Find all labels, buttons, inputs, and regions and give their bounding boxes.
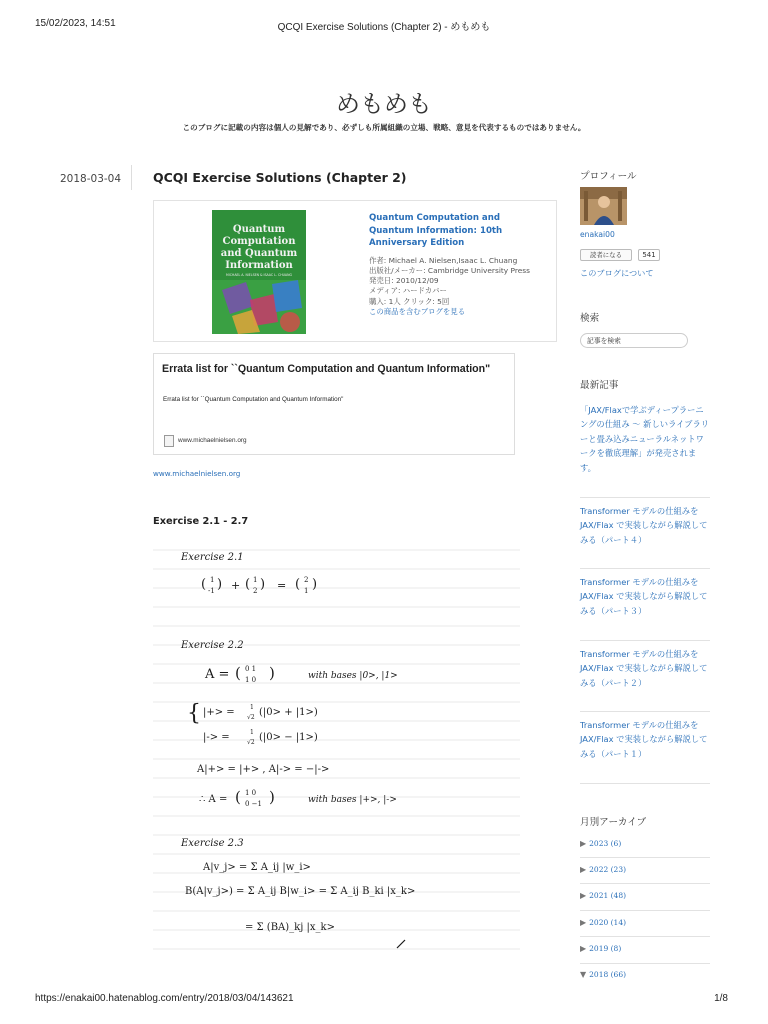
divider bbox=[580, 640, 710, 641]
divider bbox=[580, 568, 710, 569]
archive-label: 2018 (66) bbox=[589, 970, 627, 979]
svg-text:+: + bbox=[231, 579, 241, 592]
svg-text:0 −1: 0 −1 bbox=[245, 800, 262, 808]
page-icon bbox=[164, 435, 174, 447]
archive-item-2023[interactable] bbox=[580, 839, 621, 848]
archive-label: 2020 (14) bbox=[589, 918, 627, 927]
product-title-link[interactable]: Quantum Computation and Quantum Information: 10th Anniversary Edition bbox=[369, 213, 503, 248]
product-media: メディア: ハードカバー bbox=[369, 286, 447, 296]
errata-card-title[interactable]: Errata list for ``Quantum Computation and Quantum Information" bbox=[162, 363, 491, 375]
divider bbox=[580, 910, 710, 911]
archive-label: 2023 (6) bbox=[589, 839, 622, 848]
book-cover-image[interactable] bbox=[212, 210, 306, 334]
profile-heading: プロフィール bbox=[580, 171, 637, 182]
print-datetime: 15/02/2023, 14:51 bbox=[35, 18, 116, 29]
book-cover-title-line: Quantum bbox=[232, 224, 286, 235]
svg-text:{: { bbox=[187, 701, 201, 726]
search-input[interactable] bbox=[587, 335, 683, 346]
divider bbox=[580, 963, 710, 964]
note-line: = Σ (BA)_kj |x_k> bbox=[245, 922, 335, 933]
svg-text:): ) bbox=[217, 577, 223, 592]
recent-post-link[interactable]: Transformer モデルの仕組みを JAX/Flax で実装しながら解説してみる（パート３） bbox=[580, 577, 708, 616]
svg-text:): ) bbox=[269, 664, 275, 682]
svg-text:): ) bbox=[260, 577, 266, 592]
product-release-date: 発売日: 2010/12/09 bbox=[369, 276, 439, 286]
subscriber-count: 541 bbox=[638, 249, 660, 261]
product-purchases: 購入: 1人 クリック: 5回 bbox=[369, 296, 450, 306]
product-blog-link[interactable]: この商品を含むブログを見る bbox=[369, 306, 466, 316]
svg-text:(: ( bbox=[295, 577, 301, 592]
svg-text:1: 1 bbox=[253, 576, 258, 584]
note-line: with bases |+>, |-> bbox=[308, 795, 397, 805]
expand-arrow-icon: ▶ bbox=[580, 918, 587, 927]
book-cover-art bbox=[212, 210, 306, 334]
recent-post-link[interactable]: Transformer モデルの仕組みを JAX/Flax で実装しながら解説してみる（パート１） bbox=[580, 720, 708, 759]
note-line: |+> = bbox=[203, 707, 235, 718]
svg-text:1: 1 bbox=[250, 704, 254, 711]
archive-heading: 月別アーカイブ bbox=[580, 817, 647, 828]
archive-label: 2019 (8) bbox=[589, 944, 622, 953]
handwritten-notes-art bbox=[153, 540, 520, 960]
note-line: (|0> + |1>) bbox=[259, 707, 318, 718]
svg-text:1: 1 bbox=[250, 729, 254, 736]
errata-link-card[interactable] bbox=[153, 353, 515, 455]
profile-name-link[interactable]: enakai00 bbox=[580, 230, 615, 239]
recent-post-link[interactable]: Transformer モデルの仕組みを JAX/Flax で実装しながら解説してみる（パート２） bbox=[580, 649, 708, 688]
svg-text:(: ( bbox=[245, 577, 251, 592]
recent-posts-heading: 最新記事 bbox=[580, 380, 619, 391]
archive-label: 2021 (48) bbox=[589, 891, 627, 900]
about-blog-link[interactable]: このブログについて bbox=[580, 268, 654, 278]
svg-text:(: ( bbox=[235, 788, 241, 806]
svg-text:1 0: 1 0 bbox=[245, 676, 257, 684]
svg-text:(: ( bbox=[201, 577, 207, 592]
archive-item-2018[interactable] bbox=[580, 970, 626, 979]
svg-text:2: 2 bbox=[253, 587, 258, 595]
divider bbox=[580, 711, 710, 712]
handwritten-notes-image bbox=[153, 540, 520, 960]
collapse-arrow-icon: ▼ bbox=[580, 970, 587, 979]
svg-text:√2: √2 bbox=[247, 714, 255, 721]
entry-title[interactable]: QCQI Exercise Solutions (Chapter 2) bbox=[153, 170, 407, 185]
entry-date[interactable]: 2018-03-04 bbox=[60, 173, 122, 185]
svg-text:A =: A = bbox=[205, 667, 230, 682]
errata-card-domain: www.michaelnielsen.org bbox=[178, 437, 247, 444]
search-box bbox=[580, 333, 688, 348]
note-exercise-title: Exercise 2.3 bbox=[181, 838, 244, 849]
divider bbox=[580, 857, 710, 858]
archive-label: 2022 (23) bbox=[589, 865, 627, 874]
print-page-title: QCQI Exercise Solutions (Chapter 2) - めもめも bbox=[277, 22, 491, 33]
note-line: A|v_j> = Σ A_ij |w_i> bbox=[203, 862, 311, 873]
expand-arrow-icon: ▶ bbox=[580, 944, 587, 953]
book-cover-title-line: Computation bbox=[222, 236, 296, 247]
archive-item-2019[interactable] bbox=[580, 944, 621, 953]
svg-text:0 1: 0 1 bbox=[245, 665, 257, 673]
divider bbox=[580, 497, 710, 498]
svg-text:): ) bbox=[269, 788, 275, 806]
note-line: A|+> = |+> , A|-> = −|-> bbox=[197, 764, 330, 775]
book-cover-authors: MICHAEL A. NIELSEN & ISAAC L. CHUANG bbox=[226, 273, 292, 277]
note-line: |-> = bbox=[203, 732, 230, 743]
expand-arrow-icon: ▶ bbox=[580, 865, 587, 874]
print-url: https://enakai00.hatenablog.com/entry/2018/03/04/143621 bbox=[35, 993, 294, 1004]
note-line: B(A|v_j>) = Σ A_ij B|w_i> = Σ A_ij B_ki |x_k> bbox=[185, 886, 416, 897]
svg-text:∴ A =: ∴ A = bbox=[199, 794, 228, 805]
note-exercise-title: Exercise 2.2 bbox=[181, 640, 244, 651]
print-page-number: 1/8 bbox=[714, 993, 728, 1004]
svg-text:1: 1 bbox=[210, 576, 215, 584]
product-publisher: 出版社/メーカー: Cambridge University Press bbox=[369, 265, 530, 275]
svg-text:=: = bbox=[277, 579, 287, 592]
svg-text:1 0: 1 0 bbox=[245, 789, 257, 797]
note-line: with bases |0>, |1> bbox=[308, 671, 398, 681]
book-cover-title-line: and Quantum bbox=[220, 248, 298, 259]
search-heading: 検索 bbox=[580, 313, 600, 324]
avatar-photo bbox=[580, 187, 627, 225]
archive-item-2022[interactable] bbox=[580, 865, 626, 874]
exercise-heading: Exercise 2.1 - 2.7 bbox=[153, 516, 249, 527]
date-divider bbox=[131, 165, 132, 190]
recent-post-link[interactable]: Transformer モデルの仕組みを JAX/Flax で実装しながら解説してみる（パート４） bbox=[580, 506, 708, 545]
archive-item-2021[interactable] bbox=[580, 891, 626, 900]
product-author: 作者: Michael A. Nielsen,Isaac L. Chuang bbox=[369, 255, 518, 265]
subscribe-button[interactable]: 読者になる bbox=[580, 249, 632, 261]
book-cover-title-line: Information bbox=[225, 260, 293, 271]
svg-text:√2: √2 bbox=[247, 739, 255, 746]
divider bbox=[580, 883, 710, 884]
note-line: (|0> − |1>) bbox=[259, 732, 318, 743]
divider bbox=[580, 936, 710, 937]
svg-text:): ) bbox=[312, 577, 318, 592]
expand-arrow-icon: ▶ bbox=[580, 839, 587, 848]
svg-text:-1: -1 bbox=[208, 587, 215, 595]
expand-arrow-icon: ▶ bbox=[580, 891, 587, 900]
note-exercise-title: Exercise 2.1 bbox=[181, 552, 244, 563]
errata-card-description: Errata list for ``Quantum Computation and Quantum Information" bbox=[163, 396, 344, 403]
svg-text:1: 1 bbox=[304, 587, 309, 595]
product-box bbox=[153, 200, 557, 342]
avatar[interactable] bbox=[580, 187, 627, 225]
source-link[interactable]: www.michaelnielsen.org bbox=[153, 469, 241, 478]
blog-description: このブログに記載の内容は個人の見解であり、必ずしも所属組織の立場、戦略、意見を代表するものではありません。 bbox=[182, 123, 586, 132]
archive-item-2020[interactable] bbox=[580, 918, 626, 927]
svg-text:2: 2 bbox=[304, 576, 309, 584]
blog-title[interactable]: めもめも bbox=[336, 90, 432, 118]
recent-post-link[interactable]: 「JAX/Flaxで学ぶディープラーニングの仕組み 〜 新しいライブラリーと畳み込みニューラルネットワークを徹底理解」が発売されます。 bbox=[580, 405, 710, 473]
product-info bbox=[369, 212, 547, 317]
divider bbox=[580, 783, 710, 784]
svg-text:(: ( bbox=[235, 664, 241, 682]
